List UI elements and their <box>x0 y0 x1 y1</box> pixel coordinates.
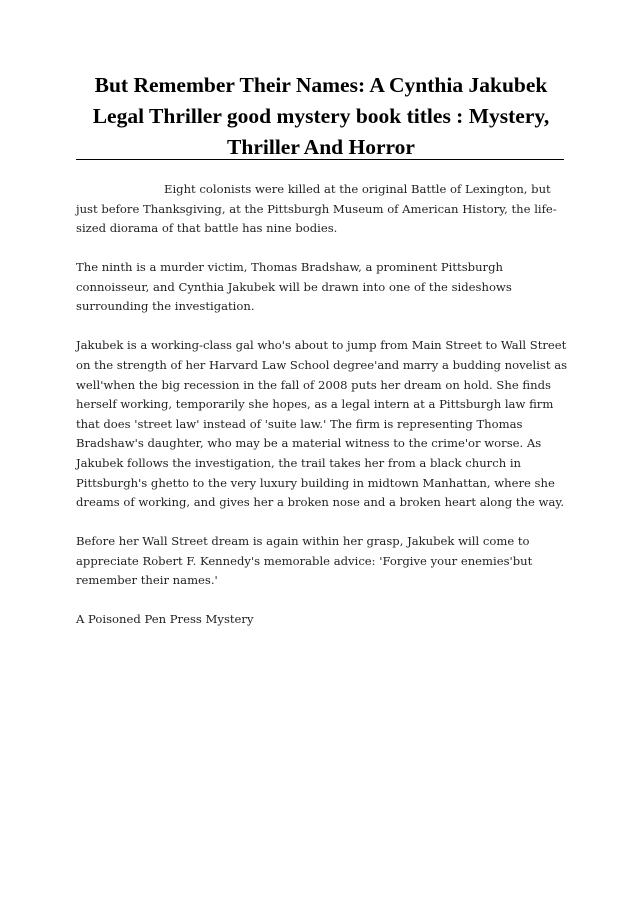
paragraph-5: A Poisoned Pen Press Mystery <box>76 612 254 627</box>
paragraph-1: Eight colonists were killed at the original Battle of Lexington, but just before Thanksgiving, at the Pittsburgh Museum of American History, the life-sized diorama of that battle has nine bodies. <box>76 182 557 236</box>
paragraph-4: Before her Wall Street dream is again within her grasp, Jakubek will come to appreciate Robert F. Kennedy's memorable advice: 'Forgive your enemies'but remember their names.' <box>76 534 533 588</box>
title-divider <box>76 159 564 160</box>
document-body <box>76 180 568 649</box>
page-title: But Remember Their Names: A Cynthia Jakubek Legal Thriller good mystery book titles : Mystery, Thriller And Horror <box>92 73 550 159</box>
paragraph-2: The ninth is a murder victim, Thomas Bradshaw, a prominent Pittsburgh connoisseur, and Cynthia Jakubek will be drawn into one of the sideshows surrounding the investigation. <box>76 260 512 314</box>
paragraph-3: Jakubek is a working-class gal who's about to jump from Main Street to Wall Street on the strength of her Harvard Law School degree'and marry a budding novelist as well'when the big recession in the fall of 2008 puts her dream on hold. She finds herself working, temporarily she hopes, as a legal intern at a Pittsburgh law firm that does 'street law' instead of 'suite law.' The firm is representing Thomas Bradshaw's daughter, who may be a material witness to the crime'or worse. As Jakubek follows the investigation, the trail takes her from a black church in Pittsburgh's ghetto to the very luxury building in midtown Manhattan, where she dreams of working, and gives her a broken nose and a broken heart along the way. <box>76 338 568 510</box>
